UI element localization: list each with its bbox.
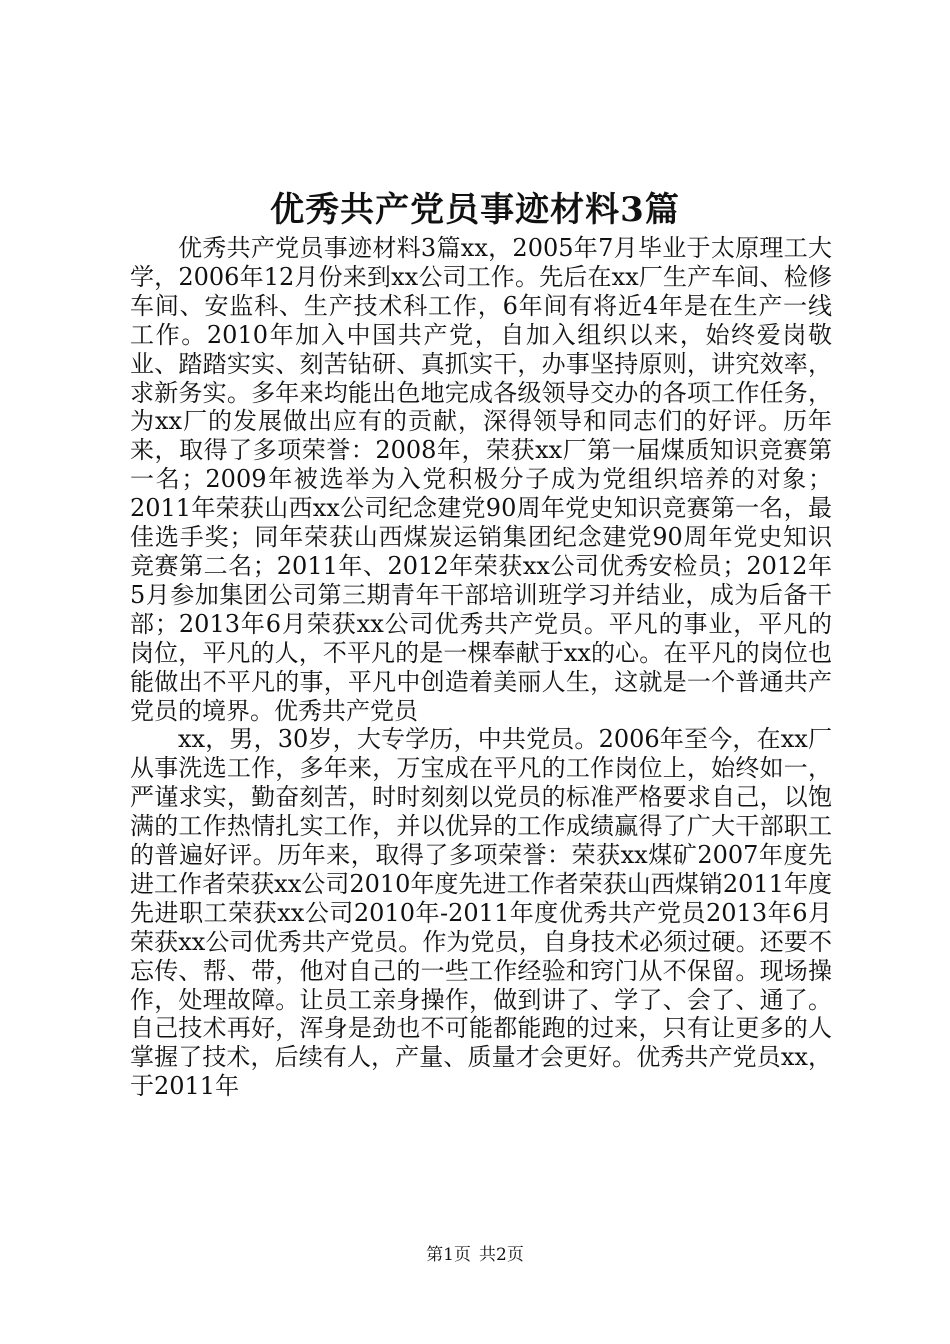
page-total: 共2页 [479, 1245, 524, 1265]
document-body [130, 234, 832, 1101]
page-number: 第1页 [426, 1245, 471, 1265]
document-title: 优秀共产党员事迹材料3篇 [270, 190, 680, 230]
page-footer [0, 1244, 950, 1266]
paragraph-2: xx，男，30岁，大专学历，中共党员。2006年至今，在xx厂从事洗选工作，多年来，万宝成在平凡的工作岗位上，始终如一，严谨求实，勤奋刻苦，时时刻刻以党员的标准严格要求自己，以饱满的工作热情扎实工作，并以优异的工作成绩赢得了广大干部职工的普遍好评。历年来，取得了多项荣誉：荣获xx煤矿2007年度先进工作者荣获xx公司2010年度先进工作者荣获山西煤销2011年度先进职工荣获xx公司2010年-2011年度优秀共产党员2013年6月荣获xx公司优秀共产党员。作为党员，自身技术必须过硬。还要不忘传、帮、带，他对自己的一些工作经验和窍门从不保留。现场操作，处理故障。让员工亲身操作，做到讲了、学了、会了、通了。自己技术再好，浑身是劲也不可能都能跑的过来，只有让更多的人掌握了技术，后续有人，产量、质量才会更好。优秀共产党员xx，于2011年 [130, 725, 832, 1101]
paragraph-1: 优秀共产党员事迹材料3篇xx，2005年7月毕业于太原理工大学，2006年12月份来到xx公司工作。先后在xx厂生产车间、检修车间、安监科、生产技术科工作，6年间有将近4年是在生产一线工作。2010年加入中国共产党，自加入组织以来，始终爱岗敬业、踏踏实实、刻苦钻研、真抓实干，办事坚持原则，讲究效率，求新务实。多年来均能出色地完成各级领导交办的各项工作任务，为xx厂的发展做出应有的贡献，深得领导和同志们的好评。历年来，取得了多项荣誉：2008年，荣获xx厂第一届煤质知识竞赛第一名；2009年被选举为入党积极分子成为党组织培养的对象；2011年荣获山西xx公司纪念建党90周年党史知识竞赛第一名，最佳选手奖；同年荣获山西煤炭运销集团纪念建党90周年党史知识竞赛第二名；2011年、2012年荣获xx公司优秀安检员；2012年5月参加集团公司第三期青年干部培训班学习并结业，成为后备干部；2013年6月荣获xx公司优秀共产党员。平凡的事业，平凡的岗位，平凡的人，不平凡的是一棵奉献于xx的心。在平凡的岗位也能做出不平凡的事，平凡中创造着美丽人生，这就是一个普通共产党员的境界。优秀共产党员 [130, 234, 832, 725]
